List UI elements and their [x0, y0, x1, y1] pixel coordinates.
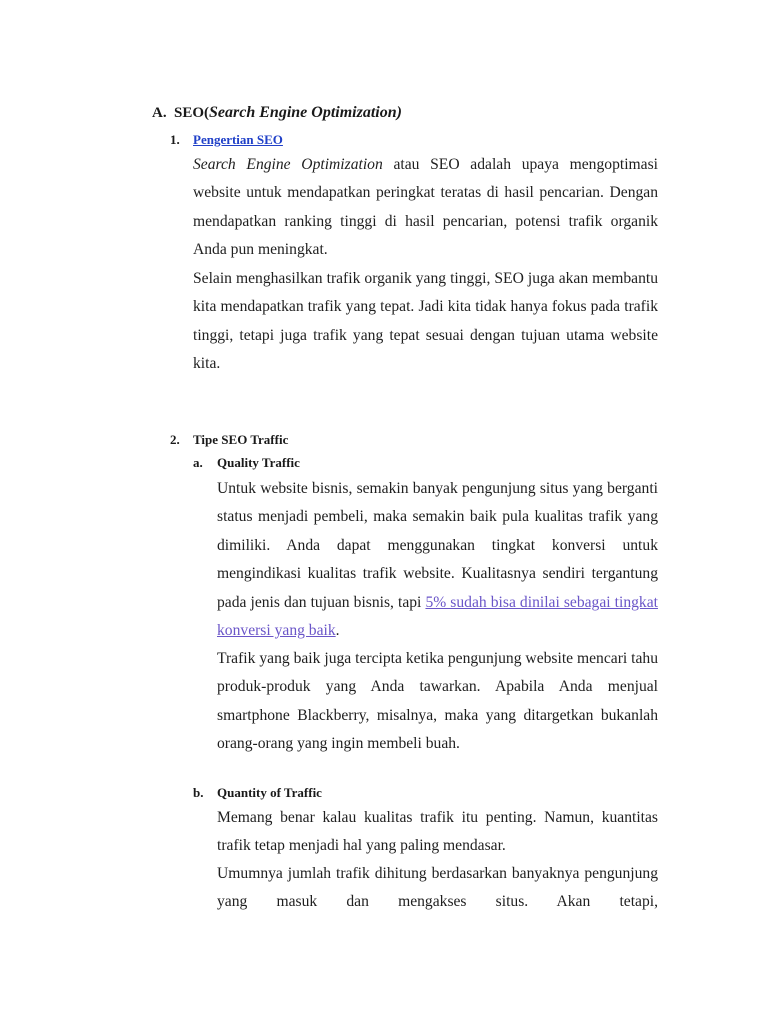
sub-a-paragraph-1 — [217, 475, 658, 645]
section-a-italic: Search Engine Optimization) — [209, 104, 402, 121]
sub-b-title: Quantity of Traffic — [217, 785, 322, 800]
sub-b-paragraph-2: Umumnya jumlah trafik dihitung berdasarkan banyaknya pengunjung yang masuk dan mengakses situs. Akan tetapi, — [217, 865, 658, 911]
item-2-title: Tipe SEO Traffic — [193, 432, 289, 447]
item-1-paragraph-2: Selain menghasilkan trafik organik yang tinggi, SEO juga akan membantu kita mendapatkan trafik yang tepat. Jadi kita tidak hanya fokus pada trafik tinggi, tetapi juga trafik yang tepat sesuai dengan tujuan utama website kita. — [193, 270, 658, 373]
item-2-marker: 2. — [170, 432, 180, 447]
sub-a-paragraph-2: Trafik yang baik juga tercipta ketika pengunjung website mencari tahu produk-produk yang Anda tawarkan. Apabila Anda menjual smartphone Blackberry, misalnya, maka yang ditargetkan bukanlah orang-orang yang ingin membeli buah. — [217, 650, 658, 753]
section-a-prefix: SEO( — [174, 105, 210, 121]
sub-b-marker: b. — [193, 785, 204, 800]
sub-b-paragraph-1: Memang benar kalau kualitas trafik itu penting. Namun, kuantitas trafik tetap menjadi hal yang paling mendasar. — [217, 809, 658, 855]
item-1-heading — [170, 130, 283, 150]
sub-a-marker: a. — [193, 455, 203, 470]
item-1-p1-rest: atau SEO adalah upaya mengoptimasi website untuk mendapatkan peringkat teratas di hasil pencarian. Dengan mendapatkan ranking tinggi di hasil pencarian, potensi trafik organik Anda pun meningkat. — [193, 156, 658, 259]
item-1-title-link[interactable]: Pengertian SEO — [193, 132, 283, 147]
section-a-heading — [152, 102, 402, 124]
sub-b-heading — [193, 783, 322, 803]
sub-a-p1-start: Untuk website bisnis, semakin banyak pengunjung situs yang berganti status menjadi pembeli, maka semakin baik pula kualitas trafik yang dimiliki. Anda dapat menggunakan tingkat konversi untuk mengindikasi kualitas trafik website. Kualitasnya sendiri tergantung pada jenis dan tujuan bisnis, tapi — [217, 480, 658, 611]
section-a-marker: A. — [152, 105, 167, 121]
conversion-rate-link[interactable]: 5% sudah bisa dinilai sebagai tingkat konversi yang baik — [217, 593, 658, 640]
item-1-paragraph-1 — [193, 151, 658, 265]
sub-a-heading — [193, 453, 300, 473]
sub-a-p1-end: . — [335, 622, 340, 640]
item-1-marker: 1. — [170, 132, 180, 147]
item-2-heading — [170, 430, 288, 450]
sub-a-title: Quality Traffic — [217, 455, 300, 470]
item-1-p1-italic: Search Engine Optimization — [193, 156, 383, 173]
